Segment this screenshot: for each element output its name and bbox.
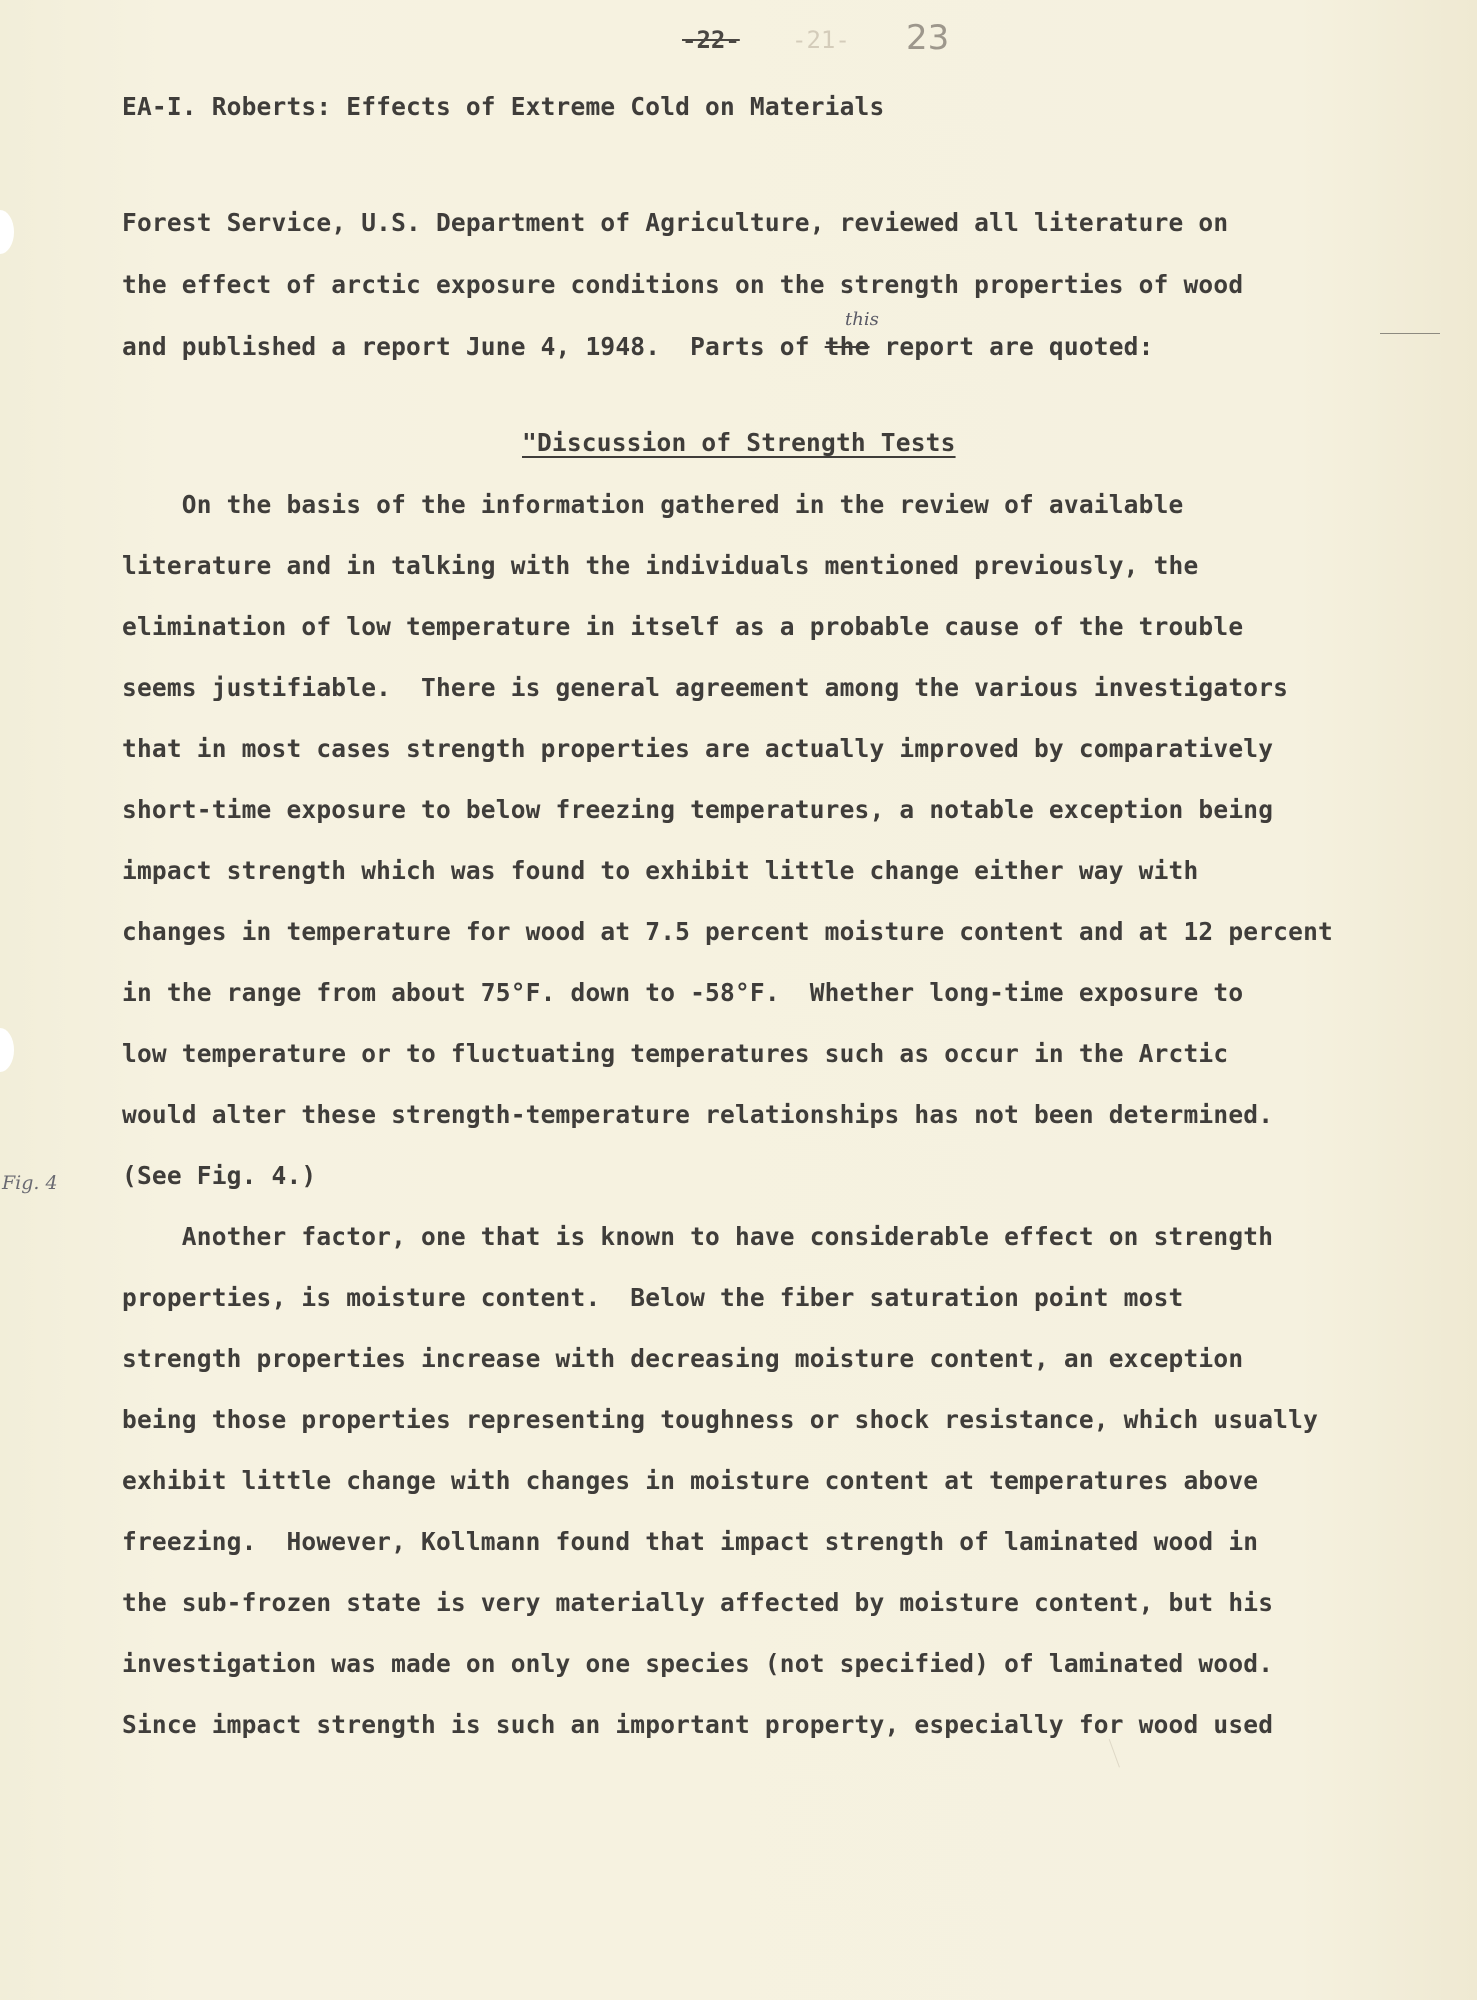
body-line: would alter these strength-temperature relationships has not been determined. <box>122 1100 1274 1129</box>
body-line: seems justifiable. There is general agreement among the various investigators <box>122 673 1289 702</box>
running-header: EA-I. Roberts: Effects of Extreme Cold on Materials <box>122 92 885 121</box>
handwritten-page-number: 23 <box>906 18 950 58</box>
body-line: (See Fig. 4.) <box>122 1161 317 1190</box>
page-number: -22- <box>682 26 740 54</box>
body-line: literature and in talking with the individuals mentioned previously, the <box>122 551 1199 580</box>
body-line: properties, is moisture content. Below the fiber saturation point most <box>122 1283 1184 1312</box>
section-title: "Discussion of Strength Tests <box>522 428 956 457</box>
body-line: low temperature or to fluctuating temperatures such as occur in the Arctic <box>122 1039 1229 1068</box>
body-line: Another factor, one that is known to have considerable effect on strength <box>122 1222 1274 1251</box>
intro-line: Forest Service, U.S. Department of Agriculture, reviewed all literature on <box>122 208 1229 237</box>
body-line: freezing. However, Kollmann found that impact strength of laminated wood in <box>122 1527 1259 1556</box>
page-number-bleed: -21- <box>792 26 850 54</box>
body-line: Since impact strength is such an important property, especially for wood used <box>122 1710 1274 1739</box>
intro-line: the effect of arctic exposure conditions on the strength properties of wood <box>122 270 1244 299</box>
body-line: the sub-frozen state is very materially affected by moisture content, but his <box>122 1588 1274 1617</box>
punch-hole <box>0 210 14 254</box>
body-line: in the range from about 75°F. down to -58°F. Whether long-time exposure to <box>122 978 1244 1007</box>
punch-hole <box>0 1028 14 1072</box>
margin-mark <box>1380 333 1440 334</box>
intro-line: and published a report June 4, 1948. Parts of the report are quoted: <box>122 332 1154 361</box>
body-line: short-time exposure to below freezing temperatures, a notable exception being <box>122 795 1274 824</box>
handwritten-insertion: this <box>845 309 879 330</box>
body-line: changes in temperature for wood at 7.5 percent moisture content and at 12 percent <box>122 917 1333 946</box>
body-line: On the basis of the information gathered in the review of available <box>122 490 1184 519</box>
body-line: investigation was made on only one species (not specified) of laminated wood. <box>122 1649 1274 1678</box>
body-line: impact strength which was found to exhibit little change either way with <box>122 856 1199 885</box>
body-line: that in most cases strength properties are actually improved by comparatively <box>122 734 1274 763</box>
body-line: being those properties representing toughness or shock resistance, which usually <box>122 1405 1319 1434</box>
margin-note: Fig. 4 <box>2 1172 58 1194</box>
body-line: exhibit little change with changes in moisture content at temperatures above <box>122 1466 1259 1495</box>
struck-word: the <box>824 332 870 361</box>
body-line: strength properties increase with decreasing moisture content, an exception <box>122 1344 1244 1373</box>
body-line: elimination of low temperature in itself as a probable cause of the trouble <box>122 612 1244 641</box>
